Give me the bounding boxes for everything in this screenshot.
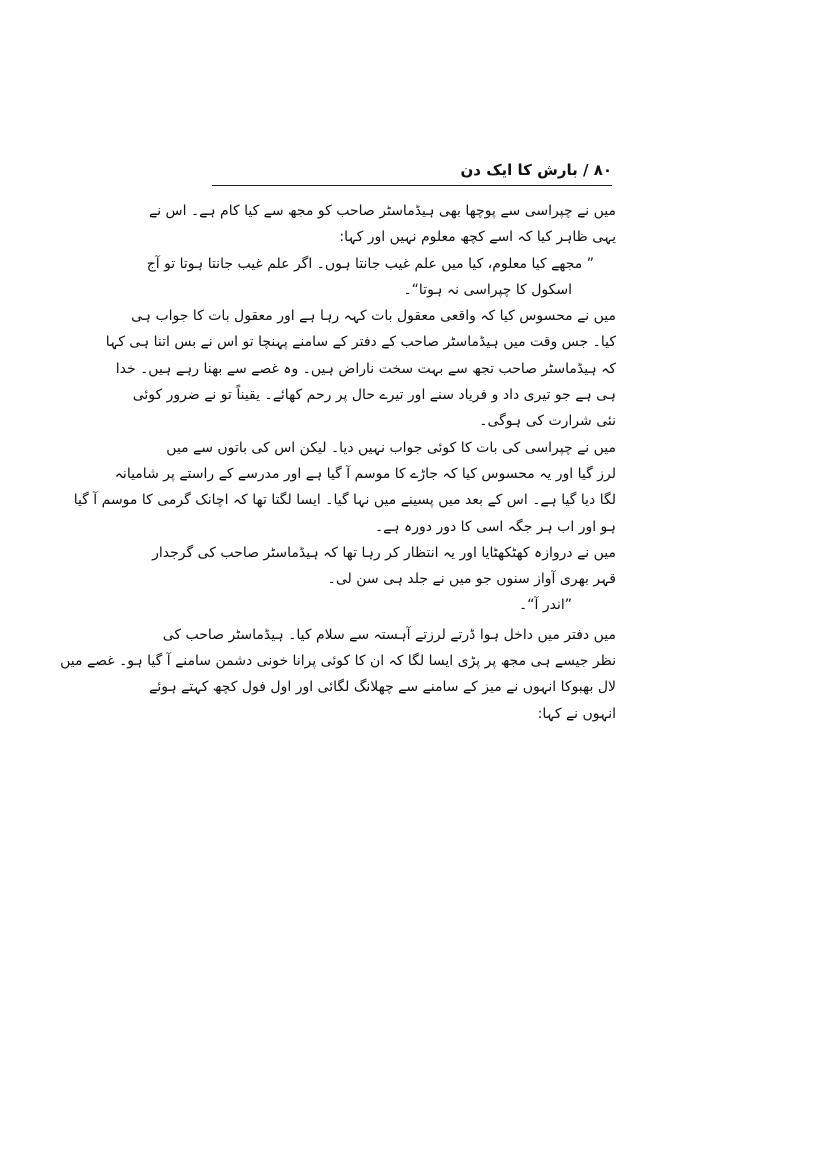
- text-line: میں نے چپراسی سے پوچھا بھی ہیڈماسٹر صاحب کو مجھ سے کیا کام ہے۔ اس نے: [148, 203, 616, 219]
- page-number: ٨٠: [593, 161, 612, 179]
- text-line: میں دفتر میں داخل ہوا ڈرتے لرزتے آہستہ سے سلام کیا۔ ہیڈماسٹر صاحب کی: [162, 626, 616, 643]
- text-line: انہوں نے کہا:: [537, 705, 616, 722]
- paragraph: [105, 303, 616, 434]
- text-line: میں نے چپراسی کی بات کا کوئی جواب نہیں دیا۔ لیکن اس کی باتوں سے میں: [166, 439, 616, 456]
- quote-paragraph: [210, 592, 616, 618]
- text-line: لرز گیا اور یہ محسوس کیا کہ جاڑے کا موسم آ گیا ہے اور مدرسے کے راستے پر شامیانہ: [114, 465, 616, 482]
- text-line: میں نے دروازہ کھٹکھٹایا اور یہ انتظار کر رہا تھا کہ ہیڈماسٹر صاحب کی گرجدار: [152, 544, 616, 561]
- text-line: کہ ہیڈماسٹر صاحب تجھ سے بہت سخت ناراض ہیں۔ وہ غصے سے بھنا رہے ہیں۔ خدا: [115, 360, 616, 377]
- text-line: لال بھبوکا انہوں نے میز کے سامنے سے چھلانگ لگائی اور اول فول کچھ کہتے ہوئے: [149, 679, 616, 696]
- text-line: ہو اور اب ہر جگہ اسی کا دور دورہ ہے۔: [374, 518, 616, 535]
- paragraph: [152, 540, 616, 593]
- paragraph: [148, 198, 616, 251]
- text-line: ہی ہے جو تیری داد و فریاد سنے اور تیرے حال پر رحم کھائے۔ یقیناً تو نے ضرور کوئی: [132, 387, 616, 404]
- header-text: [460, 158, 612, 182]
- text-line: نظر جیسے ہی مجھ پر پڑی ایسا لگا کہ ان کا کوئی پرانا خونی دشمن سامنے آ گیا ہو۔ غصے میں: [60, 653, 616, 670]
- text-line: قہر بھری آواز سنوں جو میں نے جلد ہی سن لی۔: [327, 571, 616, 588]
- text-line: ” مجھے کیا معلوم، کیا میں علم غیب جانتا ہوں۔ اگر علم غیب جانتا ہوتا تو آج: [146, 255, 594, 272]
- header-separator: /: [582, 161, 589, 179]
- text-line: ”اندر آ“۔: [519, 597, 572, 614]
- text-line: کیا۔ جس وقت میں ہیڈماسٹر صاحب کے دفتر کے سامنے پہنچا تو اس نے بس اتنا ہی کہا: [105, 334, 616, 351]
- header-divider: [212, 185, 612, 186]
- text-line: یہی ظاہر کیا کہ اسے کچھ معلوم نہیں اور کہا:: [339, 229, 616, 246]
- book-title: بارش کا ایک دن: [460, 161, 578, 179]
- paragraph: [73, 435, 616, 540]
- text-line: لگا دیا گیا ہے۔ اس کے بعد میں پسینے میں نہا گیا۔ ایسا لگتا تھا کہ اچانک گرمی کا موسم آ گیا: [73, 492, 616, 509]
- body-text: [60, 198, 616, 727]
- quote-paragraph: [146, 251, 616, 304]
- text-line: اسکول کا چپراسی نہ ہوتا“۔: [403, 281, 572, 298]
- paragraph: [60, 622, 616, 727]
- text-line: نئی شرارت کی ہوگی۔: [479, 413, 616, 430]
- text-line: میں نے محسوس کیا کہ واقعی معقول بات کہہ رہا ہے اور معقول بات کا جواب ہی: [131, 308, 616, 325]
- page-header: [212, 158, 612, 184]
